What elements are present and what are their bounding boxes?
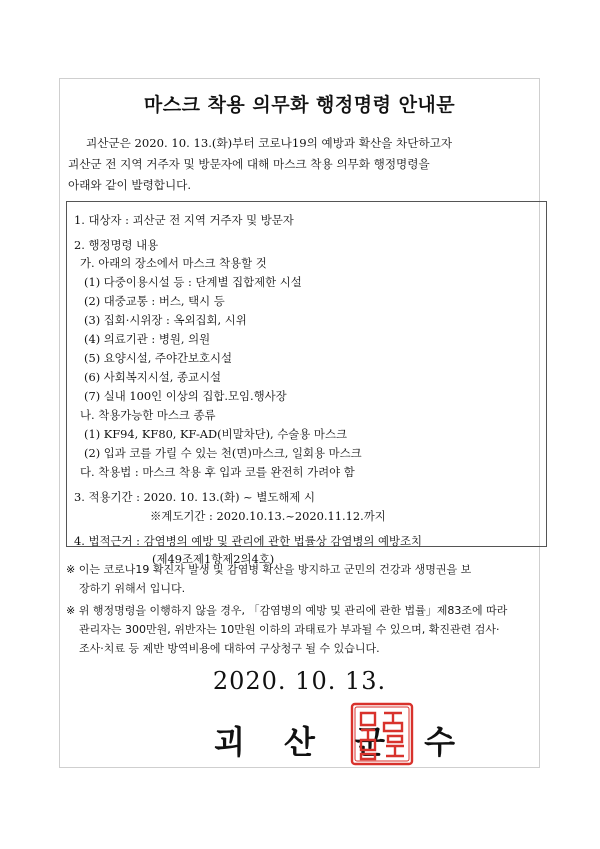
list-item: (5) 요양시설, 주야간보호시설	[84, 351, 233, 365]
document-title: 마스크 착용 의무화 행정명령 안내문	[143, 94, 456, 116]
list-item: (2) 대중교통 : 버스, 택시 등	[84, 294, 225, 308]
content-heading: 2. 행정명령 내용	[74, 238, 159, 252]
note-line: 장하기 위해서 입니다.	[79, 582, 186, 595]
sub-heading: 나. 착용가능한 마스크 종류	[80, 408, 216, 422]
list-item: (3) 집회·시위장 : 옥외집회, 시위	[84, 313, 247, 327]
intro-line: 괴산군 전 지역 거주자 및 방문자에 대해 마스크 착용 의무화 행정명령을	[68, 157, 430, 171]
list-item: (2) 입과 코를 가릴 수 있는 천(면)마스크, 일회용 마스크	[84, 446, 362, 460]
target-item: 1. 대상자 : 괴산군 전 지역 거주자 및 방문자	[74, 213, 294, 227]
legal-basis-clause: (제49조제1항제2의4호)	[152, 552, 275, 566]
intro-paragraph	[68, 133, 534, 196]
guidance-period: ※계도기간 : 2020.10.13.~2020.11.12.까지	[150, 509, 386, 523]
intro-line: 아래와 같이 발령합니다.	[68, 178, 192, 192]
note-line: 관리자는 300만원, 위반자는 10만원 이하의 과태료가 부과될 수 있으며, 확진관련 검사·	[79, 623, 500, 636]
list-item: (6) 사회복지시설, 종교시설	[84, 370, 222, 384]
signer-name: 괴 산 군 수	[214, 723, 470, 761]
list-item: (4) 의료기관 : 병원, 의원	[84, 332, 211, 346]
official-seal-icon	[348, 700, 416, 768]
list-item: (1) KF94, KF80, KF-AD(비말차단), 수술용 마스크	[84, 427, 347, 441]
note-line: ※ 위 행정명령을 이행하지 않을 경우, 「감염병의 예방 및 관리에 관한 법률」제83조에 따라	[66, 604, 508, 617]
list-item: (1) 다중이용시설 등 : 단계별 집합제한 시설	[84, 275, 302, 289]
intro-line: 괴산군은 2020. 10. 13.(화)부터 코로나19의 예방과 확산을 차단하고자	[86, 136, 453, 150]
list-item: (7) 실내 100인 이상의 집합.모임.행사장	[84, 389, 287, 403]
note-line: 조사·치료 등 제반 방역비용에 대하여 구상청구 될 수 있습니다.	[79, 642, 380, 655]
note-line: ※ 이는 코로나19 확진자 발생 및 감염병 확산을 방지하고 군민의 건강과 생명권을 보	[66, 563, 472, 576]
period-item: 3. 적용기간 : 2020. 10. 13.(화) ~ 별도해제 시	[74, 490, 315, 504]
legal-basis-item: 4. 법적근거 : 감염병의 예방 및 관리에 관한 법률상 감염병의 예방조치	[74, 534, 423, 548]
sub-heading: 다. 착용법 : 마스크 착용 후 입과 코를 완전히 가려야 함	[80, 465, 355, 479]
issue-date: 2020. 10. 13.	[212, 667, 387, 695]
sub-heading: 가. 아래의 장소에서 마스크 착용할 것	[80, 256, 267, 270]
